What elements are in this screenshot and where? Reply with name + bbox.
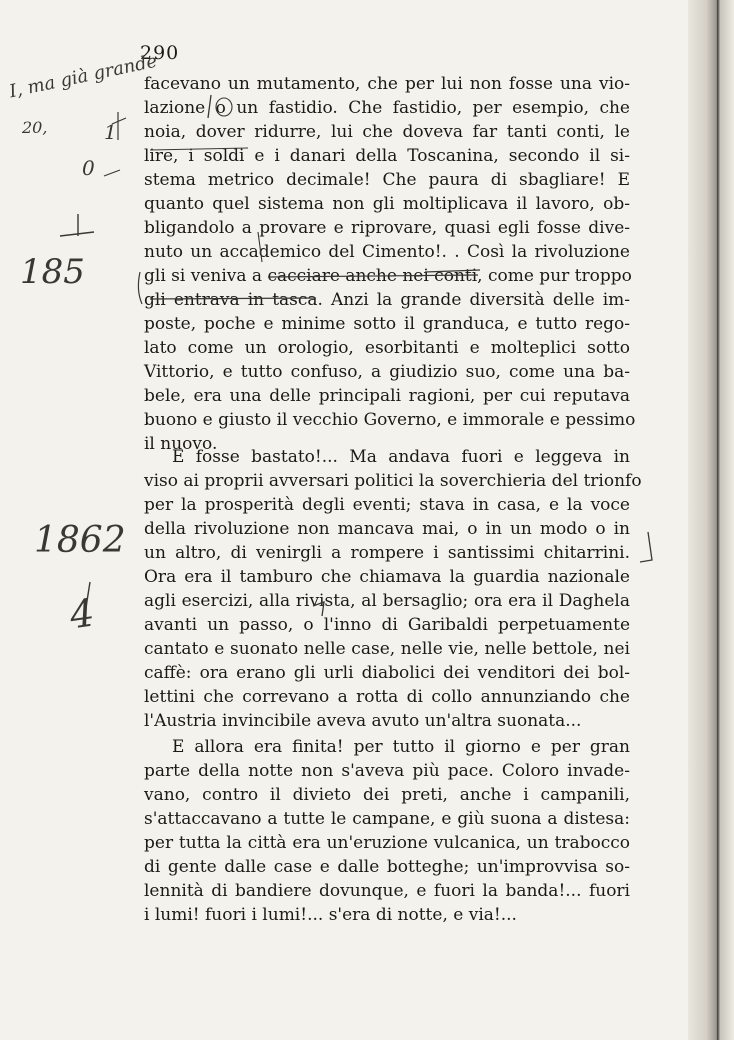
margin-annotation: 0: [82, 156, 95, 180]
margin-stroke: [60, 214, 94, 236]
text-line: Vittorio, e tutto confuso, a giudizio suo, come una ba-: [144, 362, 630, 382]
text-line: quanto quel sistema non gli moltiplicava il lavoro, ob-: [144, 194, 630, 214]
text-line: caffè: ora erano gli urli diabolici dei venditori dei bol-: [144, 663, 630, 683]
page-number: 290: [140, 42, 180, 64]
text-line: s'attaccavano a tutte le campane, e giù suona a distesa:: [144, 809, 630, 829]
text-line: un altro, di venirgli a rompere i santissimi chitarrini.: [144, 543, 630, 563]
text-line: Ora era il tamburo che chiamava la guardia nazionale: [144, 567, 630, 587]
text-line: stema metrico decimale! Che paura di sbagliare! E: [144, 170, 630, 190]
text-line: lire, i soldi e i danari della Toscanina, secondo il si-: [144, 146, 630, 166]
text-line: vano, contro il divieto dei preti, anche i campanili,: [144, 785, 630, 805]
text-line: buono e giusto il vecchio Governo, e immorale e pessimo: [144, 410, 636, 430]
text-line: E fosse bastato!... Ma andava fuori e leggeva in: [172, 447, 630, 467]
text-line: lennità di bandiere dovunque, e fuori la banda!... fuori: [144, 881, 630, 901]
bracket-mark: [640, 532, 652, 562]
text-line: di gente dalle case e dalle botteghe; un'improvvisa so-: [144, 857, 630, 877]
margin-annotation: 1: [104, 120, 117, 144]
margin-annotation: 20,: [22, 118, 48, 137]
text-line: i lumi! fuori i lumi!... s'era di notte, e via!...: [144, 905, 517, 925]
bracket-mark: [138, 272, 142, 304]
text-line: noia, dover ridurre, lui che doveva far tanti conti, le: [144, 122, 630, 142]
text-line: il nuovo.: [144, 434, 218, 454]
text-line: parte della notte non s'aveva più pace. Coloro invade-: [144, 761, 630, 781]
text-line: cantato e suonato nelle case, nelle vie, nelle bettole, nei: [144, 639, 630, 659]
text-line: per la prosperità degli eventi; stava in casa, e la voce: [144, 495, 630, 515]
text-line: poste, poche e minime sotto il granduca, e tutto rego-: [144, 314, 630, 334]
margin-annotation: 1862: [34, 520, 126, 561]
text-line: agli esercizi, alla rivista, al bersaglio; ora era il Daghela: [144, 591, 630, 611]
text-line: bele, era una delle principali ragioni, per cui reputava: [144, 386, 630, 406]
text-line: bligandolo a provare e riprovare, quasi egli fosse dive-: [144, 218, 630, 238]
text-line: avanti un passo, o l'inno di Garibaldi perpetuamente: [144, 615, 630, 635]
text-line: viso ai proprii avversari politici la soverchieria del trionfo: [144, 471, 642, 491]
text-line: nuto un accademico del Cimento!. . Così la rivoluzione: [144, 242, 630, 262]
text-line: gli entrava in tasca. Anzi la grande diversità delle im-: [144, 290, 630, 310]
text-line: facevano un mutamento, che per lui non fosse una vio-: [144, 74, 630, 94]
text-line: l'Austria invincibile aveva avuto un'altra suonata...: [144, 711, 582, 731]
text-line: lato come un orologio, esorbitanti e molteplici sotto: [144, 338, 630, 358]
text-line: per tutta la città era un'eruzione vulcanica, un trabocco: [144, 833, 630, 853]
text-line: della rivoluzione non mancava mai, o in un modo o in: [144, 519, 630, 539]
text-line: lettini che correvano a rotta di collo annunziando che: [144, 687, 630, 707]
margin-annotation: 4: [67, 590, 98, 638]
margin-annotation: I, ma già grande: [7, 50, 159, 103]
text-line: gli si veniva a cacciare anche nei conti, come pur troppo: [144, 266, 632, 286]
text-line: E allora era finita! per tutto il giorno e per gran: [172, 737, 630, 757]
margin-stroke: [104, 170, 120, 176]
text-line: lazione o un fastidio. Che fastidio, per esempio, che: [144, 98, 630, 118]
margin-annotation: 185: [20, 252, 85, 292]
book-spine-shadow: [688, 0, 734, 1040]
